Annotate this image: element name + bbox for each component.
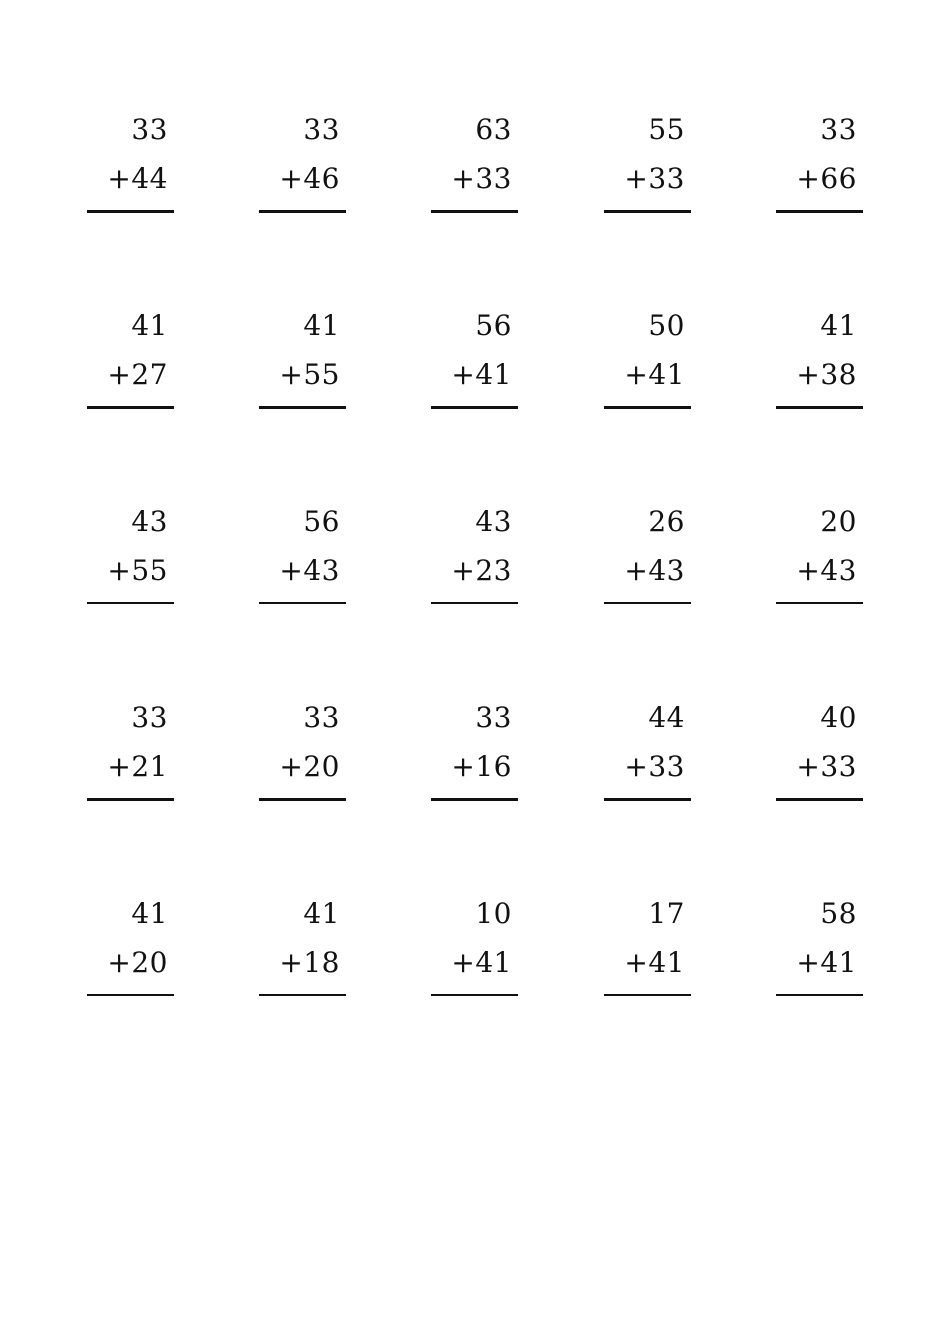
problem-r3-c2: [259, 506, 346, 616]
addend-bottom: +33: [796, 750, 857, 783]
problem-r2-c2: [259, 310, 346, 420]
answer-line: [604, 602, 691, 604]
answer-line: [431, 994, 518, 996]
problem-r5-c3: [431, 898, 518, 1008]
addend-top: 41: [131, 897, 168, 930]
addend-bottom: +55: [279, 358, 340, 391]
problem-r2-c4: [604, 310, 691, 420]
addend-top: 10: [475, 897, 512, 930]
addend-top: 33: [303, 113, 340, 146]
answer-line: [259, 798, 346, 801]
addend-bottom: +33: [451, 162, 512, 195]
addend-bottom: +41: [624, 946, 685, 979]
addend-top: 63: [475, 113, 512, 146]
addend-bottom: +23: [451, 554, 512, 587]
addend-bottom: +33: [624, 162, 685, 195]
answer-line: [604, 406, 691, 409]
addend-top: 40: [820, 701, 857, 734]
addend-bottom: +41: [624, 358, 685, 391]
addend-bottom: +43: [796, 554, 857, 587]
answer-line: [431, 602, 518, 604]
answer-line: [776, 798, 863, 801]
addend-top: 20: [820, 505, 857, 538]
answer-line: [604, 994, 691, 996]
problem-r5-c5: [776, 898, 863, 1008]
addend-bottom: +41: [451, 358, 512, 391]
problem-r4-c4: [604, 702, 691, 812]
problem-r1-c3: [431, 114, 518, 224]
addend-top: 33: [820, 113, 857, 146]
addend-top: 43: [131, 505, 168, 538]
addend-bottom: +18: [279, 946, 340, 979]
addend-top: 33: [131, 113, 168, 146]
addend-top: 56: [475, 309, 512, 342]
answer-line: [259, 994, 346, 996]
problem-r4-c2: [259, 702, 346, 812]
problem-r4-c1: [87, 702, 174, 812]
problem-r1-c4: [604, 114, 691, 224]
answer-line: [604, 210, 691, 213]
answer-line: [431, 798, 518, 801]
addend-bottom: +66: [796, 162, 857, 195]
answer-line: [87, 994, 174, 996]
addend-bottom: +41: [796, 946, 857, 979]
addend-bottom: +41: [451, 946, 512, 979]
addend-top: 41: [303, 897, 340, 930]
addend-bottom: +38: [796, 358, 857, 391]
addend-top: 55: [648, 113, 685, 146]
addend-top: 33: [303, 701, 340, 734]
addend-bottom: +20: [279, 750, 340, 783]
addend-bottom: +43: [624, 554, 685, 587]
addend-bottom: +33: [624, 750, 685, 783]
answer-line: [776, 994, 863, 996]
addend-top: 41: [303, 309, 340, 342]
problem-r1-c2: [259, 114, 346, 224]
addend-top: 26: [648, 505, 685, 538]
answer-line: [776, 406, 863, 409]
addend-top: 17: [648, 897, 685, 930]
addend-top: 50: [648, 309, 685, 342]
answer-line: [431, 406, 518, 409]
addend-bottom: +21: [107, 750, 168, 783]
addend-bottom: +27: [107, 358, 168, 391]
problem-r3-c1: [87, 506, 174, 616]
problem-r3-c5: [776, 506, 863, 616]
addend-top: 56: [303, 505, 340, 538]
addend-top: 41: [820, 309, 857, 342]
problem-r2-c5: [776, 310, 863, 420]
answer-line: [87, 798, 174, 801]
addend-bottom: +16: [451, 750, 512, 783]
answer-line: [87, 602, 174, 604]
answer-line: [259, 406, 346, 409]
addend-top: 41: [131, 309, 168, 342]
addend-bottom: +55: [107, 554, 168, 587]
addend-top: 33: [131, 701, 168, 734]
addend-top: 44: [648, 701, 685, 734]
answer-line: [87, 210, 174, 213]
addend-bottom: +46: [279, 162, 340, 195]
answer-line: [431, 210, 518, 213]
problem-r2-c1: [87, 310, 174, 420]
addend-top: 58: [820, 897, 857, 930]
problem-r5-c1: [87, 898, 174, 1008]
problem-r1-c5: [776, 114, 863, 224]
problem-r2-c3: [431, 310, 518, 420]
answer-line: [259, 602, 346, 604]
answer-line: [776, 210, 863, 213]
addend-top: 43: [475, 505, 512, 538]
addend-bottom: +20: [107, 946, 168, 979]
addend-bottom: +44: [107, 162, 168, 195]
problem-r4-c3: [431, 702, 518, 812]
addend-bottom: +43: [279, 554, 340, 587]
answer-line: [87, 406, 174, 409]
problem-r3-c4: [604, 506, 691, 616]
problem-r1-c1: [87, 114, 174, 224]
problem-r5-c2: [259, 898, 346, 1008]
answer-line: [776, 602, 863, 604]
addend-top: 33: [475, 701, 512, 734]
problem-r5-c4: [604, 898, 691, 1008]
problem-r4-c5: [776, 702, 863, 812]
answer-line: [259, 210, 346, 213]
answer-line: [604, 798, 691, 801]
problem-r3-c3: [431, 506, 518, 616]
